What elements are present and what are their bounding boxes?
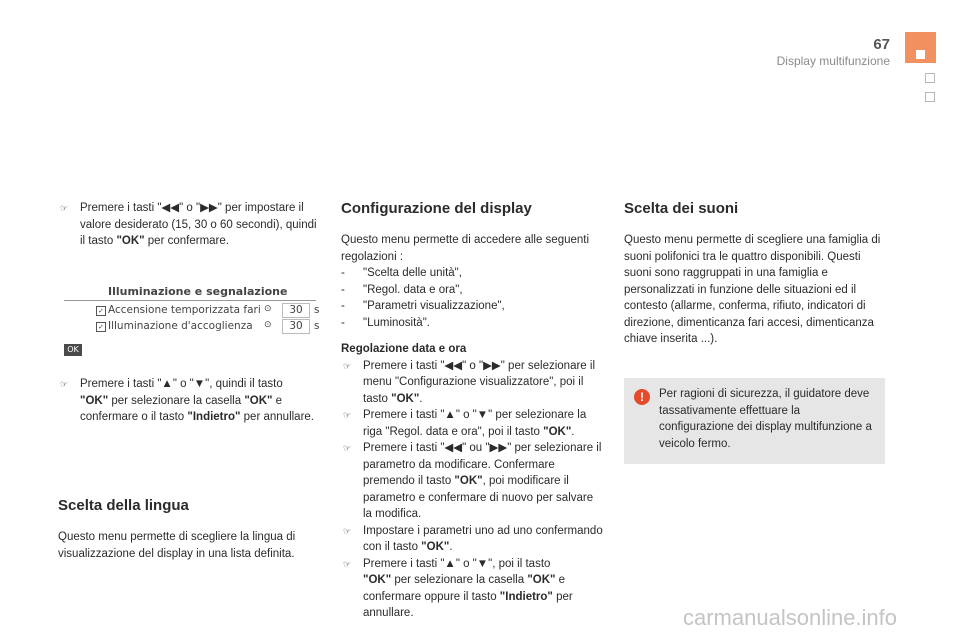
subsection-title: Regolazione data e ora	[341, 343, 467, 355]
down-arrow-icon: ▼	[476, 557, 489, 570]
safety-note-text: Per ragioni di sicurezza, il guidatore deve tassativamente effettuare la configurazione dei display multifunzione a veicolo fermo.	[659, 388, 872, 450]
up-arrow-icon: ▲	[161, 378, 173, 390]
chapter-tab-empty	[925, 73, 935, 83]
chapter-title: Display multifunzione	[776, 54, 890, 68]
pointing-hand-icon: ☞	[343, 558, 352, 569]
down-arrow-icon: ▼	[193, 378, 206, 390]
divider	[64, 300, 316, 301]
chapter-tab	[905, 32, 936, 63]
section-text: Questo menu permette di scegliere una famiglia di suoni polifonici tra le quattro disponibili. Questi suoni sono raggruppati in una famiglia e personalizzati in funzione delle situazioni ed il contesto (allarme, conferma, rifiuto, indicatori di direzione, dimenticanza fari accesi, dimenticanza chiave inserita ...).	[624, 234, 881, 345]
list-item: - "Scelta delle unità",	[341, 267, 462, 279]
instruction-bullet: ☞ Premere i tasti "◀◀" o "▶▶" per impostare il valore desiderato (15, 30 o 60 secondi), quindi il tasto "OK" per confermare.	[60, 202, 317, 247]
section-title: Scelta dei suoni	[624, 200, 739, 217]
chapter-tab-empty	[925, 92, 935, 102]
double-left-arrow-icon: ◀◀	[444, 359, 463, 372]
square-icon	[916, 50, 925, 59]
section-display-config	[341, 200, 603, 622]
list-item: - "Regol. data e ora",	[341, 283, 463, 296]
section-title: Scelta della lingua	[58, 497, 189, 514]
column-left	[58, 200, 318, 250]
clock-icon: ⊙	[264, 304, 272, 314]
section-title: Configurazione del display	[341, 200, 532, 217]
list-item: - "Parametri visualizzazione",	[341, 300, 505, 312]
screen-row: ✓ Accensione temporizzata fari ⊙ 30 s	[64, 303, 316, 319]
pointing-hand-icon: ☞	[60, 379, 69, 389]
instruction-bullet: ☞ Premere i tasti "▲" o "▼" per selezionare la riga "Regol. data e ora", poi il tasto "OK".	[343, 409, 587, 438]
pointing-hand-icon: ☞	[343, 360, 352, 371]
exclamation-icon: !	[634, 389, 650, 405]
double-right-arrow-icon: ▶▶	[489, 442, 508, 454]
double-left-arrow-icon: ◀◀	[161, 202, 180, 214]
pointing-hand-icon: ☞	[60, 203, 69, 213]
screen-row: ✓ Illuminazione d'accoglienza ⊙ 30 s	[64, 319, 316, 335]
page-number: 67	[873, 36, 890, 53]
pointing-hand-icon: ☞	[343, 525, 352, 536]
instruction-bullet: ☞ Premere i tasti "▲" o "▼", poi il tasto "OK" per selezionare la casella "OK" e confermare oppure il tasto "Indietro" per annullare.	[343, 557, 573, 619]
instruction-bullet: ☞ Premere i tasti "◀◀" o "▶▶" per selezionare il menu "Configurazione visualizzatore", poi il tasto "OK".	[343, 359, 595, 405]
double-left-arrow-icon: ◀◀	[444, 442, 463, 454]
instruction-bullet: ☞ Impostare i parametri uno ad uno confermando con il tasto "OK".	[343, 524, 603, 553]
section-text: Questo menu permette di scegliere la lingua di visualizzazione del display in una lista definita.	[58, 531, 296, 560]
checkbox-icon: ✓	[96, 322, 106, 332]
section-language	[58, 497, 320, 562]
list-item: - "Luminosità".	[341, 316, 430, 329]
section-sounds	[624, 200, 886, 348]
watermark: carmanualsonline.info	[683, 605, 898, 630]
section-intro: Questo menu permette di accedere alle seguenti regolazioni :	[341, 234, 590, 263]
pointing-hand-icon: ☞	[343, 443, 352, 453]
double-right-arrow-icon: ▶▶	[200, 202, 218, 214]
checkbox-icon: ✓	[96, 306, 106, 316]
clock-icon: ⊙	[264, 320, 272, 330]
screen-ok-button: OK	[64, 344, 82, 356]
column-left-lower	[58, 376, 318, 426]
screen-title: Illuminazione e segnalazione	[108, 285, 288, 298]
up-arrow-icon: ▲	[444, 409, 456, 421]
safety-note	[624, 378, 885, 464]
display-screen	[64, 285, 320, 337]
double-right-arrow-icon: ▶▶	[483, 359, 501, 372]
down-arrow-icon: ▼	[476, 409, 489, 421]
instruction-bullet: ☞ Premere i tasti "◀◀" ou "▶▶" per selezionare il parametro da modificare. Confermare premendo il tasto "OK", poi modificare il parametro e confermare di nuovo per salvare la modifica.	[343, 442, 602, 520]
instruction-bullet: ☞ Premere i tasti "▲" o "▼", quindi il tasto "OK" per selezionare la casella "OK" e confermare o il tasto "Indietro" per annullare.	[60, 378, 314, 423]
up-arrow-icon: ▲	[444, 557, 456, 570]
pointing-hand-icon: ☞	[343, 410, 352, 420]
